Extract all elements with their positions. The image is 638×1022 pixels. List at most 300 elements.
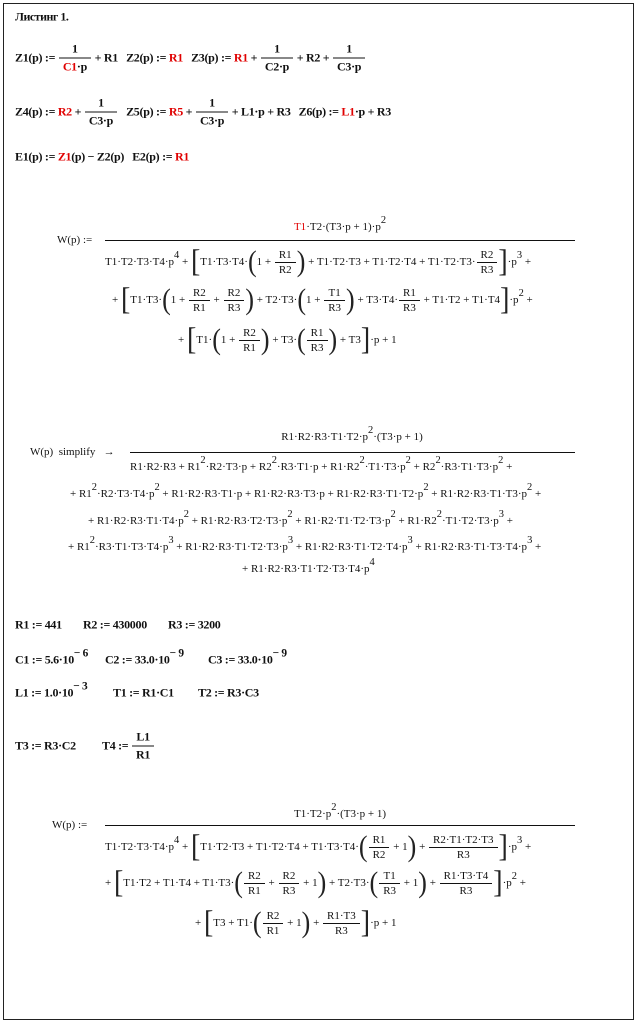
math-text: +	[522, 841, 532, 853]
math-text: R3	[310, 341, 324, 354]
math-text: 1 +	[170, 294, 188, 306]
fraction-numerator	[70, 42, 80, 58]
math-text: R2	[227, 286, 241, 299]
math-text: +	[112, 294, 121, 306]
bracketed-group	[190, 243, 508, 280]
fraction-denominator	[189, 300, 210, 314]
math-text: R1	[403, 286, 416, 299]
math-text: E1(p) :=	[15, 149, 58, 164]
math-text: T1·T3·	[130, 294, 163, 306]
param-t3	[15, 739, 76, 754]
exponent: − 9	[169, 647, 184, 660]
fraction-numerator	[401, 287, 418, 300]
fraction-denominator	[429, 847, 497, 861]
math-text: + R1·R2·T1·T2·T3·p	[292, 515, 391, 527]
w2-numerator	[281, 425, 423, 443]
exponent: 2	[435, 455, 441, 467]
math-text: T1·T2·T3·T4·p	[105, 841, 175, 853]
group-content	[257, 249, 297, 276]
fraction-denominator	[369, 847, 390, 861]
math-text: + R1·R2·R3·T1·T4·p	[88, 515, 184, 527]
param-r2	[83, 618, 147, 633]
math-text: R3	[456, 848, 470, 861]
math-text: T1·	[196, 334, 213, 346]
math-text: ·(T3·p + 1)	[373, 431, 423, 443]
math-text: +	[105, 877, 114, 889]
math-text: T4 :=	[102, 738, 132, 753]
highlighted-symbol: R1	[233, 50, 248, 65]
math-text: + R1·R2·R3·T2·T3·p	[188, 515, 288, 527]
math-text: ·R2·T3·p + R2	[205, 461, 272, 473]
math-text: ·T2·(T3·p + 1)·p	[306, 221, 381, 233]
math-text: R1·R2·R3·T1·T2·p	[281, 431, 368, 443]
math-text: R1	[310, 326, 324, 339]
exponent: − 3	[73, 680, 88, 693]
math-text: R1	[278, 248, 292, 261]
fraction-denominator	[275, 262, 296, 276]
param-c3	[208, 647, 287, 668]
math-text: + R1	[70, 488, 92, 500]
right-paren: )	[346, 282, 355, 317]
math-text: T1	[328, 286, 341, 299]
math-text: + T3·	[269, 334, 297, 346]
math-text: +	[310, 917, 323, 929]
fraction-numerator	[96, 96, 106, 112]
group-content	[306, 327, 329, 354]
math-text: T3 + T1·	[213, 917, 253, 929]
right-bracket: ]	[500, 281, 510, 318]
math-text: 1	[72, 41, 78, 56]
group-content	[221, 327, 261, 354]
math-text: ·p	[507, 256, 517, 268]
fraction-numerator	[246, 870, 263, 883]
exponent: 2	[436, 509, 442, 521]
math-text: R2	[192, 286, 206, 299]
right-paren: )	[418, 865, 427, 900]
group-content	[243, 870, 318, 897]
left-bracket: [	[190, 828, 201, 865]
math-text: R1·T3·T4	[443, 869, 489, 882]
math-text: ·p	[502, 877, 512, 889]
w2-denominator-line-2	[70, 482, 542, 500]
math-text: R1	[266, 924, 280, 937]
bracketed-group	[120, 281, 510, 318]
exponent: 3	[498, 509, 504, 521]
fraction-denominator	[196, 112, 228, 129]
math-text: C1 := 5.6·10	[15, 652, 74, 667]
fraction-numerator	[281, 870, 298, 883]
exponent: 3	[407, 535, 413, 547]
exponent: 3	[517, 835, 523, 847]
param-t2	[198, 686, 259, 701]
exponent: 2	[89, 535, 96, 547]
fraction	[479, 249, 496, 276]
math-text: + 1	[401, 877, 419, 889]
bracketed-group	[203, 904, 371, 941]
fraction-numerator	[309, 327, 326, 340]
math-text: T1·T2·T3·T4·p	[105, 256, 175, 268]
math-text: ·R3·T1·T3·T4·p	[95, 541, 169, 553]
fraction-denominator	[132, 746, 154, 763]
math-text: ·p	[507, 841, 518, 853]
math-text: + T1·T2 + T1·T4	[420, 294, 501, 306]
highlighted-symbol: Z1	[57, 149, 72, 164]
group-content	[123, 865, 493, 900]
math-text: +	[523, 294, 533, 306]
w3-denominator-line-2	[105, 864, 526, 901]
fraction-denominator	[323, 923, 360, 937]
parenthesized-group	[369, 865, 427, 900]
exponent: 3	[516, 250, 523, 262]
exponent: − 6	[73, 647, 89, 660]
w2-fraction-bar	[130, 452, 575, 453]
exponent: 4	[369, 557, 375, 569]
left-paren: (	[212, 322, 221, 357]
highlighted-symbol: R1	[168, 50, 183, 65]
fraction-numerator	[265, 910, 282, 923]
math-text: ·T1·T2·T3·p	[441, 515, 499, 527]
math-text: R2	[266, 909, 280, 922]
exponent: − 9	[272, 647, 287, 660]
param-l1	[15, 680, 88, 701]
math-text: + R1·R2·R3·T1·T2·T3·p	[173, 541, 288, 553]
math-text: ·p + 1	[370, 334, 397, 346]
math-text: T1·T2·p	[293, 808, 332, 820]
math-text: R3	[383, 884, 397, 897]
fraction-numerator	[344, 42, 354, 58]
exponent: 2	[390, 509, 396, 521]
fraction-numerator	[272, 42, 282, 58]
math-text: T1	[383, 869, 396, 882]
w1-numerator	[293, 215, 387, 233]
param-c2	[105, 647, 184, 668]
math-text: R3	[227, 301, 241, 314]
highlighted-symbol: R5	[168, 104, 183, 119]
exponent: 2	[518, 288, 524, 300]
math-text: R1·R2·R3 + R1	[130, 461, 201, 473]
math-text: + T1·T2·T3 + T1·T2·T4 + T1·T2·T3·	[305, 256, 476, 268]
math-text: W(p) simplify →	[30, 446, 115, 458]
math-text: C3·p	[88, 113, 113, 128]
math-text: R1	[136, 747, 151, 762]
fraction	[431, 834, 495, 861]
math-text: + R1·R2·R3·T1·T3·p	[428, 488, 527, 500]
math-text: + 1	[284, 917, 302, 929]
fraction-denominator	[261, 58, 293, 75]
bracketed-group	[113, 864, 503, 901]
math-text: + L1·p + R3 Z6(p) :=	[229, 104, 342, 119]
right-paren: )	[407, 829, 417, 864]
right-paren: )	[328, 322, 338, 357]
right-bracket: ]	[498, 243, 508, 280]
math-text: + 1	[300, 877, 318, 889]
fraction-numerator	[226, 287, 243, 300]
group-content	[213, 905, 360, 940]
fraction-denominator	[307, 340, 328, 354]
fraction-numerator	[479, 249, 496, 262]
math-text: R1 := 441	[15, 617, 62, 632]
parenthesized-group	[297, 282, 355, 317]
left-paren: (	[296, 322, 306, 357]
math-text: R2	[247, 869, 261, 882]
math-text: + R1	[68, 541, 90, 553]
math-text: +	[210, 294, 223, 306]
exponent: 2	[380, 215, 387, 227]
exponent: 3	[527, 535, 533, 547]
math-text: R2·T1·T2·T3	[433, 833, 494, 846]
exponent: 2	[287, 509, 293, 521]
math-text: ·(T3·p + 1)	[336, 808, 387, 820]
param-r3	[168, 618, 221, 633]
math-text: R3	[328, 301, 342, 314]
math-text: ·p	[76, 59, 87, 74]
fraction-denominator	[224, 300, 245, 314]
fraction-numerator	[371, 834, 388, 847]
fraction	[87, 96, 115, 129]
exponent: 2	[367, 425, 374, 437]
exponent: 2	[423, 482, 429, 494]
left-bracket: [	[186, 321, 197, 358]
group-content	[262, 910, 302, 937]
fraction-numerator	[382, 870, 398, 883]
fraction	[401, 287, 418, 314]
right-paren: )	[245, 282, 255, 317]
math-text: R2 := 430000	[83, 617, 147, 632]
math-text: W(p) :=	[52, 819, 90, 831]
w2-denominator-line-3	[88, 509, 513, 527]
math-text: 1	[209, 95, 215, 110]
math-text: (p) − Z2(p) E2(p) :=	[71, 149, 175, 164]
fraction	[191, 287, 208, 314]
parenthesized-group	[296, 322, 338, 357]
math-text: R3	[459, 884, 473, 897]
fraction-numerator	[134, 730, 151, 746]
math-text: W(p) :=	[57, 234, 95, 246]
math-text: +	[265, 877, 278, 889]
fraction-denominator	[399, 300, 420, 314]
fraction	[381, 870, 398, 897]
math-text: + T2·T3·	[254, 294, 298, 306]
exponent: 2	[511, 871, 517, 883]
fraction	[371, 834, 388, 861]
exponent: 2	[359, 455, 365, 467]
math-text: R1·T3	[327, 909, 356, 922]
math-text: R2	[243, 326, 256, 339]
group-content	[171, 287, 246, 314]
exponent: 2	[527, 482, 533, 494]
math-text: +	[532, 541, 542, 553]
left-paren: (	[358, 829, 368, 864]
math-text: +	[532, 488, 542, 500]
fraction	[326, 287, 343, 314]
w2-label	[30, 446, 115, 458]
w2-denominator-line-4	[68, 535, 542, 553]
fraction-denominator	[239, 340, 260, 354]
exponent: 2	[154, 482, 160, 494]
w3-denominator-line-3	[195, 904, 397, 941]
right-bracket: ]	[360, 321, 371, 358]
math-text: +	[416, 841, 429, 853]
source-line	[15, 150, 189, 165]
math-text: 1	[98, 95, 104, 110]
math-text: ·p + 1	[370, 917, 397, 929]
math-text: R2	[480, 248, 494, 261]
w3-label	[52, 819, 90, 831]
math-text: T1·T2 + T1·T4 + T1·T3·	[123, 877, 235, 889]
exponent: 2	[183, 509, 189, 521]
math-text: + R2 +	[294, 50, 333, 65]
highlighted-symbol: R1	[175, 149, 190, 164]
w2-denominator-line-1	[130, 455, 513, 473]
math-text: + R1·R2·R3·T1·T2·T4·p	[293, 541, 408, 553]
math-text: + T3	[337, 334, 361, 346]
group-content	[368, 834, 408, 861]
exponent: 4	[174, 250, 180, 262]
math-text: + R1·R2·R3·T1·p + R1·R2·R3·T3·p + R1·R2·R3·T1·T2·p	[159, 488, 424, 500]
left-paren: (	[369, 865, 379, 900]
fraction-denominator	[379, 883, 400, 897]
impedance-line-1	[15, 42, 366, 75]
math-text: +	[426, 877, 439, 889]
math-text: R3	[480, 263, 494, 276]
math-text: R3	[334, 924, 348, 937]
math-text: T1 := R1·C1	[113, 685, 174, 700]
math-text: L1 := 1.0·10	[15, 685, 74, 700]
math-text: ·p	[509, 294, 519, 306]
fraction-denominator	[263, 923, 284, 937]
math-text: ·R3·T1·p + R1·R2	[276, 461, 360, 473]
math-text: Z1(p) :=	[15, 50, 58, 65]
fraction-numerator	[191, 287, 208, 300]
exponent: 2	[200, 455, 206, 467]
fraction	[134, 730, 152, 763]
exponent: 2	[498, 455, 504, 467]
parenthesized-group	[247, 244, 306, 279]
left-paren: (	[234, 865, 243, 900]
fraction-denominator	[59, 58, 91, 75]
right-paren: )	[317, 865, 327, 900]
math-text: + R1·R2·R3·T1·T3·T4·p	[412, 541, 528, 553]
left-bracket: [	[120, 281, 131, 318]
fraction	[325, 910, 358, 937]
math-text: C3·p	[337, 59, 362, 74]
listing-title: Листинг 1.	[15, 9, 69, 24]
parenthesized-group	[358, 829, 417, 864]
group-content	[130, 282, 501, 317]
exponent: 3	[287, 535, 294, 547]
fraction-denominator	[333, 58, 365, 75]
impedance-line-2	[15, 96, 391, 129]
math-text: Z3(p) :=	[182, 50, 234, 65]
math-text: + R1·R2·R3·T1·T2·T3·T4·p	[242, 563, 370, 575]
fraction-denominator	[324, 300, 345, 314]
math-text: + R1 Z2(p) :=	[91, 50, 169, 65]
exponent: 4	[174, 835, 180, 847]
exponent: 2	[405, 455, 411, 467]
fraction-numerator	[327, 287, 343, 300]
w3-denominator-line-1	[105, 828, 532, 865]
fraction	[198, 96, 226, 129]
group-content	[306, 287, 346, 314]
math-text: 1	[274, 41, 280, 56]
highlighted-symbol: C1	[62, 59, 77, 74]
math-text: + 1	[390, 841, 408, 853]
right-paren: )	[260, 322, 270, 357]
fraction	[281, 870, 298, 897]
w2-denominator-line-5	[242, 557, 375, 575]
math-text: 1	[346, 41, 352, 56]
exponent: 3	[168, 535, 174, 547]
exponent: 2	[91, 482, 98, 494]
math-text: +	[522, 256, 532, 268]
math-text: T2 := R3·C3	[198, 685, 259, 700]
right-paren: )	[296, 244, 306, 279]
fraction	[241, 327, 258, 354]
math-text: ·R2·T3·T4·p	[97, 488, 155, 500]
math-text: C3·p	[199, 113, 225, 128]
group-content	[378, 870, 418, 897]
math-text: R3	[282, 884, 296, 897]
math-text: R1	[243, 341, 256, 354]
exponent: 2	[331, 802, 337, 814]
fraction	[246, 870, 263, 897]
fraction	[263, 42, 291, 75]
fraction-numerator	[325, 910, 358, 923]
left-paren: (	[252, 905, 262, 940]
math-text: +	[504, 515, 513, 527]
fraction	[265, 910, 282, 937]
math-text: +	[247, 50, 260, 65]
parenthesized-group	[212, 322, 270, 357]
fraction	[277, 249, 294, 276]
math-text: 1 +	[256, 256, 274, 268]
math-text: T3 := R3·C2	[15, 738, 76, 753]
left-paren: (	[297, 282, 306, 317]
right-paren: )	[301, 905, 311, 940]
math-text: +	[71, 104, 84, 119]
fraction-denominator	[279, 883, 300, 897]
math-text: T1·T3·T4·	[200, 256, 248, 268]
left-paren: (	[247, 244, 257, 279]
math-text: R1	[247, 884, 261, 897]
math-text: +	[178, 334, 187, 346]
highlighted-symbol: R2	[57, 104, 72, 119]
w1-denominator-line-3	[178, 321, 397, 358]
parenthesized-group	[162, 282, 255, 317]
math-text: +	[179, 256, 191, 268]
w1-denominator-line-1	[105, 243, 532, 280]
math-text: + T2·T3·	[326, 877, 370, 889]
w1-denominator-line-2	[112, 281, 533, 318]
fraction-denominator	[440, 883, 493, 897]
math-text: R3 := 3200	[168, 617, 221, 632]
left-bracket: [	[190, 243, 201, 280]
math-text: + T3·T4·	[354, 294, 398, 306]
highlighted-symbol: L1	[341, 104, 355, 119]
math-text: R1	[192, 301, 206, 314]
fraction-denominator	[85, 112, 117, 129]
math-text: ·T1·T3·p	[364, 461, 406, 473]
math-text: R2	[372, 848, 386, 861]
math-text: R3	[403, 301, 416, 314]
math-text: T1·T2·T3 + T1·T2·T4 + T1·T3·T4·	[200, 841, 359, 853]
highlighted-symbol: T1	[293, 221, 307, 233]
fraction	[442, 870, 491, 897]
math-text: +	[195, 917, 204, 929]
math-text: 1 +	[305, 294, 324, 306]
group-content	[200, 829, 498, 864]
w3-fraction-bar	[105, 825, 575, 826]
